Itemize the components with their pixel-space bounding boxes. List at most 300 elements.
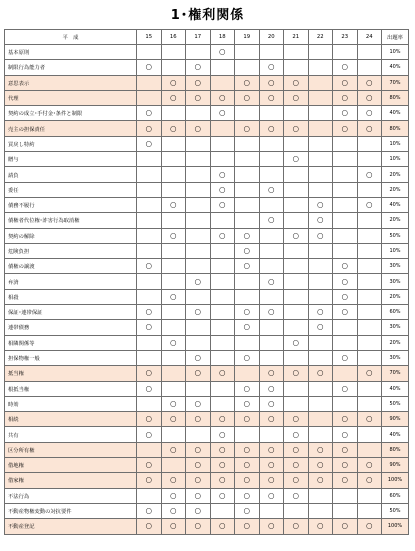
year-cell [284,350,309,365]
year-cell [357,90,382,105]
year-cell [235,519,260,534]
year-cell [235,60,260,75]
circle-mark-icon: ○ [316,475,324,485]
circle-mark-icon: ○ [292,77,300,87]
circle-mark-icon: ○ [243,398,251,408]
year-cell [137,350,162,365]
year-cell [186,412,211,427]
year-cell [357,228,382,243]
year-cell [161,182,186,197]
circle-mark-icon: ○ [243,93,251,103]
circle-mark-icon: ○ [145,138,153,148]
circle-mark-icon: ○ [243,383,251,393]
year-cell [235,243,260,258]
year-cell [161,488,186,503]
year-cell [186,152,211,167]
topic-label: 契約の解除 [5,228,137,243]
circle-mark-icon: ○ [194,490,202,500]
rate-cell: 20% [382,182,409,197]
circle-mark-icon: ○ [218,200,226,210]
year-cell [284,335,309,350]
year-header: 20 [259,30,284,45]
year-cell [161,350,186,365]
year-cell [186,396,211,411]
year-cell [284,136,309,151]
year-cell [259,90,284,105]
topic-label: 請負 [5,167,137,182]
year-cell [259,335,284,350]
year-cell [137,289,162,304]
year-cell [210,427,235,442]
year-cell [308,396,333,411]
year-cell [161,136,186,151]
year-cell [186,259,211,274]
circle-mark-icon: ○ [145,383,153,393]
table-row [5,503,409,518]
circle-mark-icon: ○ [365,460,373,470]
year-cell [333,488,358,503]
year-cell [284,289,309,304]
table-row [5,274,409,289]
year-cell [186,366,211,381]
year-cell [284,473,309,488]
circle-mark-icon: ○ [365,77,373,87]
topic-label: 基本原則 [5,45,137,60]
year-cell [333,90,358,105]
year-cell [259,503,284,518]
topic-label: 委任 [5,182,137,197]
year-cell [357,289,382,304]
year-cell [333,320,358,335]
exam-frequency-table [4,29,409,535]
rate-cell: 50% [382,228,409,243]
topic-label: 不動産物権変動の対抗要件 [5,503,137,518]
table-row [5,60,409,75]
topic-label: 売主の担保責任 [5,121,137,136]
circle-mark-icon: ○ [267,184,275,194]
year-cell [235,289,260,304]
rate-cell: 30% [382,320,409,335]
year-cell [308,488,333,503]
year-cell [333,396,358,411]
circle-mark-icon: ○ [316,200,324,210]
rate-cell: 60% [382,488,409,503]
year-cell [210,75,235,90]
year-cell [357,167,382,182]
year-cell [161,396,186,411]
year-cell [235,197,260,212]
year-cell [308,106,333,121]
year-cell [235,152,260,167]
topic-label: 保証･連帯保証 [5,305,137,320]
rate-cell: 40% [382,427,409,442]
year-cell [308,350,333,365]
topic-label: 弁済 [5,274,137,289]
year-cell [333,289,358,304]
year-cell [186,519,211,534]
circle-mark-icon: ○ [145,261,153,271]
year-cell [161,335,186,350]
year-cell [284,90,309,105]
table-row [5,289,409,304]
circle-mark-icon: ○ [243,77,251,87]
year-cell [137,488,162,503]
circle-mark-icon: ○ [243,230,251,240]
year-cell [210,412,235,427]
year-cell [137,503,162,518]
year-cell [333,381,358,396]
circle-mark-icon: ○ [341,460,349,470]
circle-mark-icon: ○ [316,444,324,454]
topic-label: 意思表示 [5,75,137,90]
year-cell [308,45,333,60]
circle-mark-icon: ○ [218,490,226,500]
topic-label: 相隣関係等 [5,335,137,350]
year-cell [333,182,358,197]
year-cell [284,488,309,503]
year-cell [186,121,211,136]
year-cell [259,396,284,411]
year-cell [235,442,260,457]
circle-mark-icon: ○ [267,123,275,133]
year-cell [161,243,186,258]
year-cell [235,75,260,90]
year-cell [308,458,333,473]
circle-mark-icon: ○ [292,429,300,439]
circle-mark-icon: ○ [194,307,202,317]
year-cell [259,197,284,212]
circle-mark-icon: ○ [267,93,275,103]
year-cell [357,350,382,365]
circle-mark-icon: ○ [365,414,373,424]
rate-cell: 40% [382,106,409,121]
year-cell [186,381,211,396]
circle-mark-icon: ○ [194,353,202,363]
rate-cell: 80% [382,90,409,105]
table-row [5,213,409,228]
year-cell [284,366,309,381]
year-cell [357,503,382,518]
year-cell [210,197,235,212]
year-cell [210,274,235,289]
circle-mark-icon: ○ [316,460,324,470]
circle-mark-icon: ○ [194,521,202,531]
circle-mark-icon: ○ [365,123,373,133]
topic-label: 債権者代位権･詐害行為取消権 [5,213,137,228]
year-cell [357,152,382,167]
table-row [5,90,409,105]
year-cell [235,106,260,121]
circle-mark-icon: ○ [341,414,349,424]
year-cell [186,228,211,243]
year-cell [235,335,260,350]
year-cell [357,213,382,228]
year-cell [357,320,382,335]
year-cell [137,519,162,534]
year-cell [284,274,309,289]
rate-header: 出題率 [382,30,409,45]
table-row [5,228,409,243]
year-cell [137,427,162,442]
year-header: 17 [186,30,211,45]
year-cell [333,335,358,350]
circle-mark-icon: ○ [194,398,202,408]
year-cell [161,305,186,320]
year-cell [333,458,358,473]
topic-label: 借家権 [5,473,137,488]
topic-label: 贈与 [5,152,137,167]
year-cell [161,259,186,274]
year-cell [357,519,382,534]
rate-cell: 40% [382,60,409,75]
year-cell [308,320,333,335]
circle-mark-icon: ○ [194,368,202,378]
year-cell [210,259,235,274]
year-cell [259,45,284,60]
year-cell [186,320,211,335]
year-cell [210,121,235,136]
year-cell [357,381,382,396]
year-cell [161,289,186,304]
year-cell [259,213,284,228]
year-cell [235,320,260,335]
table-row [5,396,409,411]
year-cell [210,228,235,243]
year-cell [186,167,211,182]
table-row [5,197,409,212]
circle-mark-icon: ○ [292,154,300,164]
year-cell [259,442,284,457]
year-cell [308,136,333,151]
year-cell [186,90,211,105]
table-row [5,473,409,488]
year-cell [161,167,186,182]
circle-mark-icon: ○ [243,307,251,317]
year-cell [284,320,309,335]
circle-mark-icon: ○ [243,506,251,516]
circle-mark-icon: ○ [243,444,251,454]
year-cell [210,396,235,411]
year-cell [210,381,235,396]
year-cell [357,442,382,457]
year-cell [357,427,382,442]
year-cell [235,213,260,228]
era-header: 平 成 [5,30,137,45]
year-cell [137,45,162,60]
year-cell [259,121,284,136]
circle-mark-icon: ○ [341,307,349,317]
year-cell [161,197,186,212]
year-cell [357,335,382,350]
circle-mark-icon: ○ [194,93,202,103]
topic-label: 債務不履行 [5,197,137,212]
year-cell [186,106,211,121]
circle-mark-icon: ○ [292,521,300,531]
year-cell [284,121,309,136]
year-cell [357,243,382,258]
year-cell [308,442,333,457]
year-header: 23 [333,30,358,45]
circle-mark-icon: ○ [292,230,300,240]
year-cell [284,213,309,228]
year-cell [284,106,309,121]
year-cell [259,458,284,473]
year-cell [308,243,333,258]
circle-mark-icon: ○ [292,93,300,103]
year-cell [186,350,211,365]
circle-mark-icon: ○ [341,261,349,271]
table-row [5,442,409,457]
year-cell [137,320,162,335]
circle-mark-icon: ○ [145,506,153,516]
rate-cell: 90% [382,412,409,427]
year-cell [137,75,162,90]
circle-mark-icon: ○ [169,398,177,408]
year-cell [333,305,358,320]
year-cell [357,274,382,289]
topic-label: 共有 [5,427,137,442]
year-cell [210,213,235,228]
year-cell [161,366,186,381]
year-cell [186,274,211,289]
year-cell [235,90,260,105]
circle-mark-icon: ○ [267,383,275,393]
circle-mark-icon: ○ [243,475,251,485]
year-cell [259,60,284,75]
year-cell [259,274,284,289]
circle-mark-icon: ○ [169,337,177,347]
topic-label: 契約の成立･手付金･条件と制限 [5,106,137,121]
table-row [5,412,409,427]
year-cell [259,381,284,396]
table-row [5,75,409,90]
year-cell [333,152,358,167]
year-cell [161,213,186,228]
table-row [5,366,409,381]
year-cell [284,458,309,473]
year-cell [210,320,235,335]
year-cell [357,473,382,488]
year-cell [259,519,284,534]
year-cell [210,106,235,121]
circle-mark-icon: ○ [194,276,202,286]
year-cell [333,197,358,212]
circle-mark-icon: ○ [341,93,349,103]
circle-mark-icon: ○ [341,108,349,118]
circle-mark-icon: ○ [341,291,349,301]
year-cell [210,167,235,182]
year-cell [210,335,235,350]
year-cell [333,473,358,488]
circle-mark-icon: ○ [341,353,349,363]
circle-mark-icon: ○ [267,490,275,500]
year-cell [357,197,382,212]
year-cell [137,121,162,136]
year-cell [137,396,162,411]
year-cell [308,381,333,396]
circle-mark-icon: ○ [243,261,251,271]
year-cell [308,90,333,105]
table-row [5,152,409,167]
year-cell [161,412,186,427]
year-cell [137,274,162,289]
circle-mark-icon: ○ [267,398,275,408]
year-cell [210,473,235,488]
year-cell [235,381,260,396]
year-cell [210,152,235,167]
year-cell [235,396,260,411]
circle-mark-icon: ○ [218,521,226,531]
circle-mark-icon: ○ [145,123,153,133]
year-cell [308,121,333,136]
year-cell [333,121,358,136]
topic-label: 制限行為能力者 [5,60,137,75]
circle-mark-icon: ○ [218,169,226,179]
year-cell [259,350,284,365]
year-cell [308,213,333,228]
year-cell [333,60,358,75]
circle-mark-icon: ○ [341,383,349,393]
circle-mark-icon: ○ [365,200,373,210]
year-cell [137,473,162,488]
year-cell [186,136,211,151]
year-cell [161,381,186,396]
table-row [5,136,409,151]
rate-cell: 60% [382,305,409,320]
rate-cell: 50% [382,503,409,518]
circle-mark-icon: ○ [145,307,153,317]
year-cell [284,259,309,274]
year-cell [210,45,235,60]
year-cell [333,427,358,442]
year-cell [259,259,284,274]
circle-mark-icon: ○ [365,93,373,103]
year-cell [357,75,382,90]
year-cell [308,473,333,488]
year-cell [235,305,260,320]
year-cell [137,458,162,473]
circle-mark-icon: ○ [169,291,177,301]
year-cell [210,350,235,365]
year-cell [186,243,211,258]
circle-mark-icon: ○ [218,93,226,103]
rate-cell: 100% [382,473,409,488]
topic-label: 買戻し特約 [5,136,137,151]
circle-mark-icon: ○ [169,444,177,454]
year-cell [333,213,358,228]
circle-mark-icon: ○ [341,444,349,454]
year-cell [284,396,309,411]
topic-label: 時効 [5,396,137,411]
topic-label: 債権の譲渡 [5,259,137,274]
rate-cell: 20% [382,213,409,228]
topic-label: 抵当権 [5,366,137,381]
year-cell [210,289,235,304]
rate-cell: 10% [382,136,409,151]
topic-label: 借地権 [5,458,137,473]
year-cell [161,106,186,121]
topic-label: 不動産登記 [5,519,137,534]
circle-mark-icon: ○ [316,215,324,225]
year-cell [259,167,284,182]
year-cell [284,442,309,457]
year-cell [333,167,358,182]
table-row [5,305,409,320]
topic-label: 区分所有権 [5,442,137,457]
topic-label: 相続 [5,412,137,427]
circle-mark-icon: ○ [316,307,324,317]
year-cell [357,136,382,151]
